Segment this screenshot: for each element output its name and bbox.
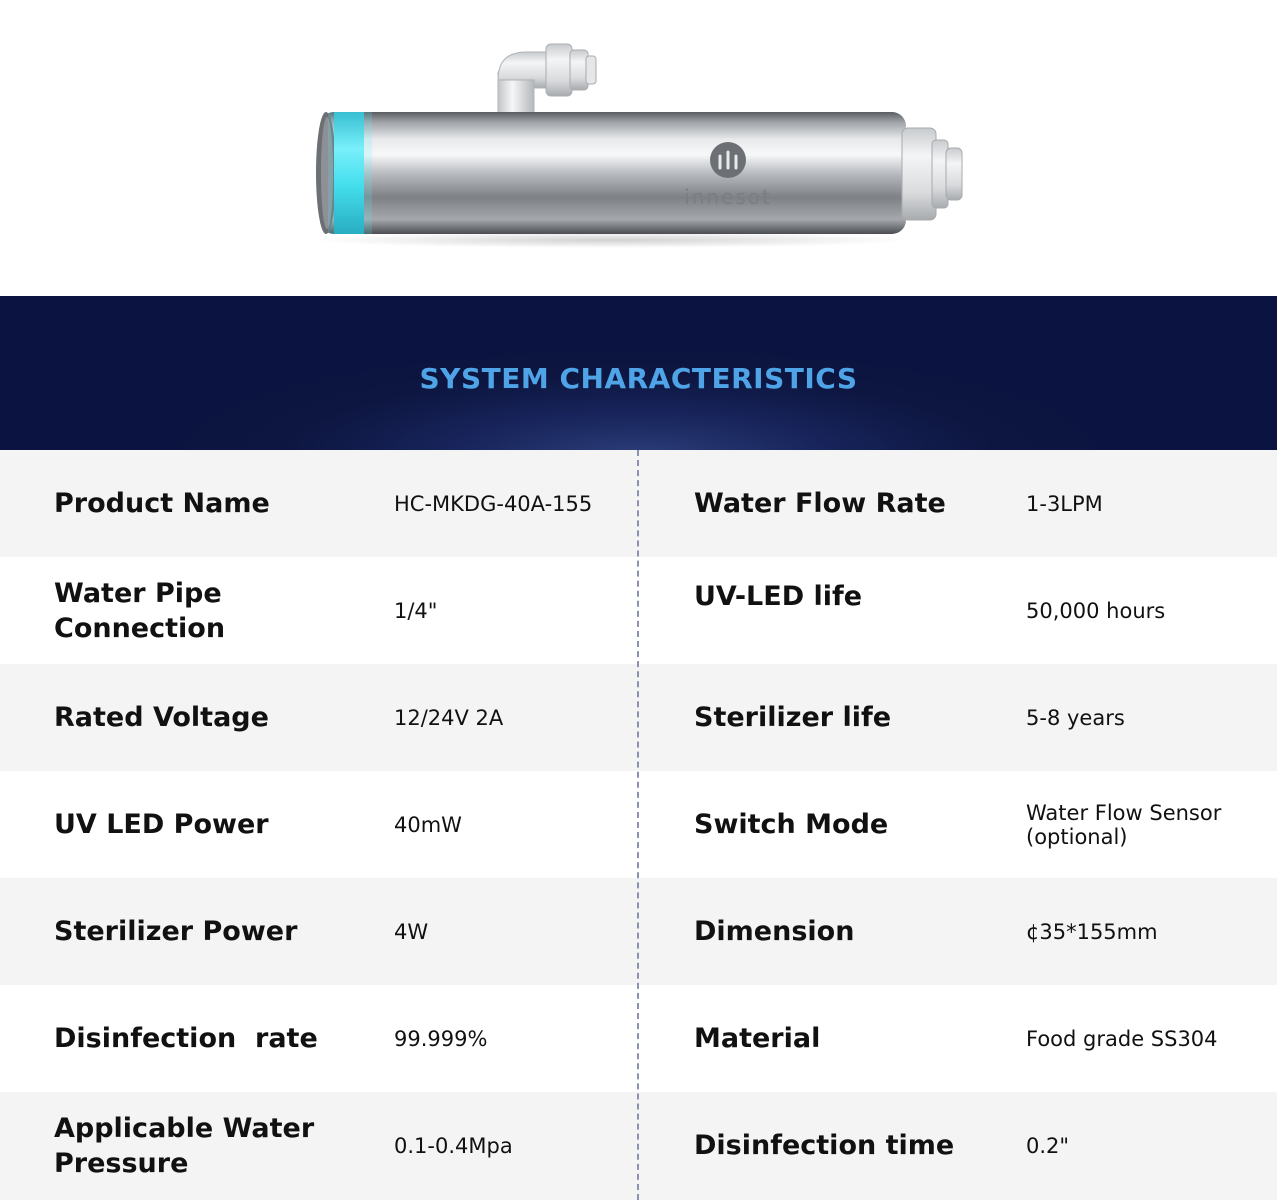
spec-label: Product Name [54, 488, 270, 519]
spec-label: UV LED Power [54, 809, 269, 840]
product-image-area [0, 0, 1277, 296]
spec-label: Sterilizer life [694, 702, 892, 733]
spec-value: 40mW [394, 812, 462, 837]
spec-label: Dimension [694, 916, 855, 947]
spec-value: 1-3LPM [1026, 491, 1103, 516]
spec-value: 50,000 hours [1026, 598, 1166, 623]
spec-value: 4W [394, 919, 429, 944]
spec-label: Water Flow Rate [694, 488, 946, 519]
spec-value: 0.2" [1026, 1133, 1070, 1158]
spec-label: Disinfection time [694, 1130, 955, 1161]
spec-value: 99.999% [394, 1026, 488, 1051]
spec-value: 12/24V 2A [394, 705, 504, 730]
spec-label: Sterilizer Power [54, 916, 298, 947]
spec-label: Rated Voltage [54, 702, 269, 733]
section-banner [0, 296, 1277, 450]
spec-value: 5-8 years [1026, 705, 1125, 730]
uv-sterilizer-product-image [300, 30, 980, 250]
spec-label: Switch Mode [694, 809, 889, 840]
spec-value: HC-MKDG-40A-155 [394, 491, 593, 516]
spec-label: Material [694, 1023, 821, 1054]
spec-value: Food grade SS304 [1026, 1026, 1218, 1051]
spec-label: Water Pipe Connection [54, 577, 226, 644]
spec-label: Applicable Water Pressure [54, 1112, 315, 1179]
section-title: SYSTEM CHARACTERISTICS [419, 362, 858, 395]
spec-value: Water Flow Sensor (optional) [1026, 800, 1222, 849]
column-divider [637, 450, 639, 1200]
spec-label: UV-LED life [694, 581, 863, 612]
spec-value: 1/4" [394, 598, 438, 623]
spec-value: 0.1-0.4Mpa [394, 1133, 513, 1158]
spec-value: ¢35*155mm [1026, 919, 1158, 944]
spec-label: Disinfection rate [54, 1023, 318, 1054]
brand-mark-text: innesot [684, 185, 772, 209]
